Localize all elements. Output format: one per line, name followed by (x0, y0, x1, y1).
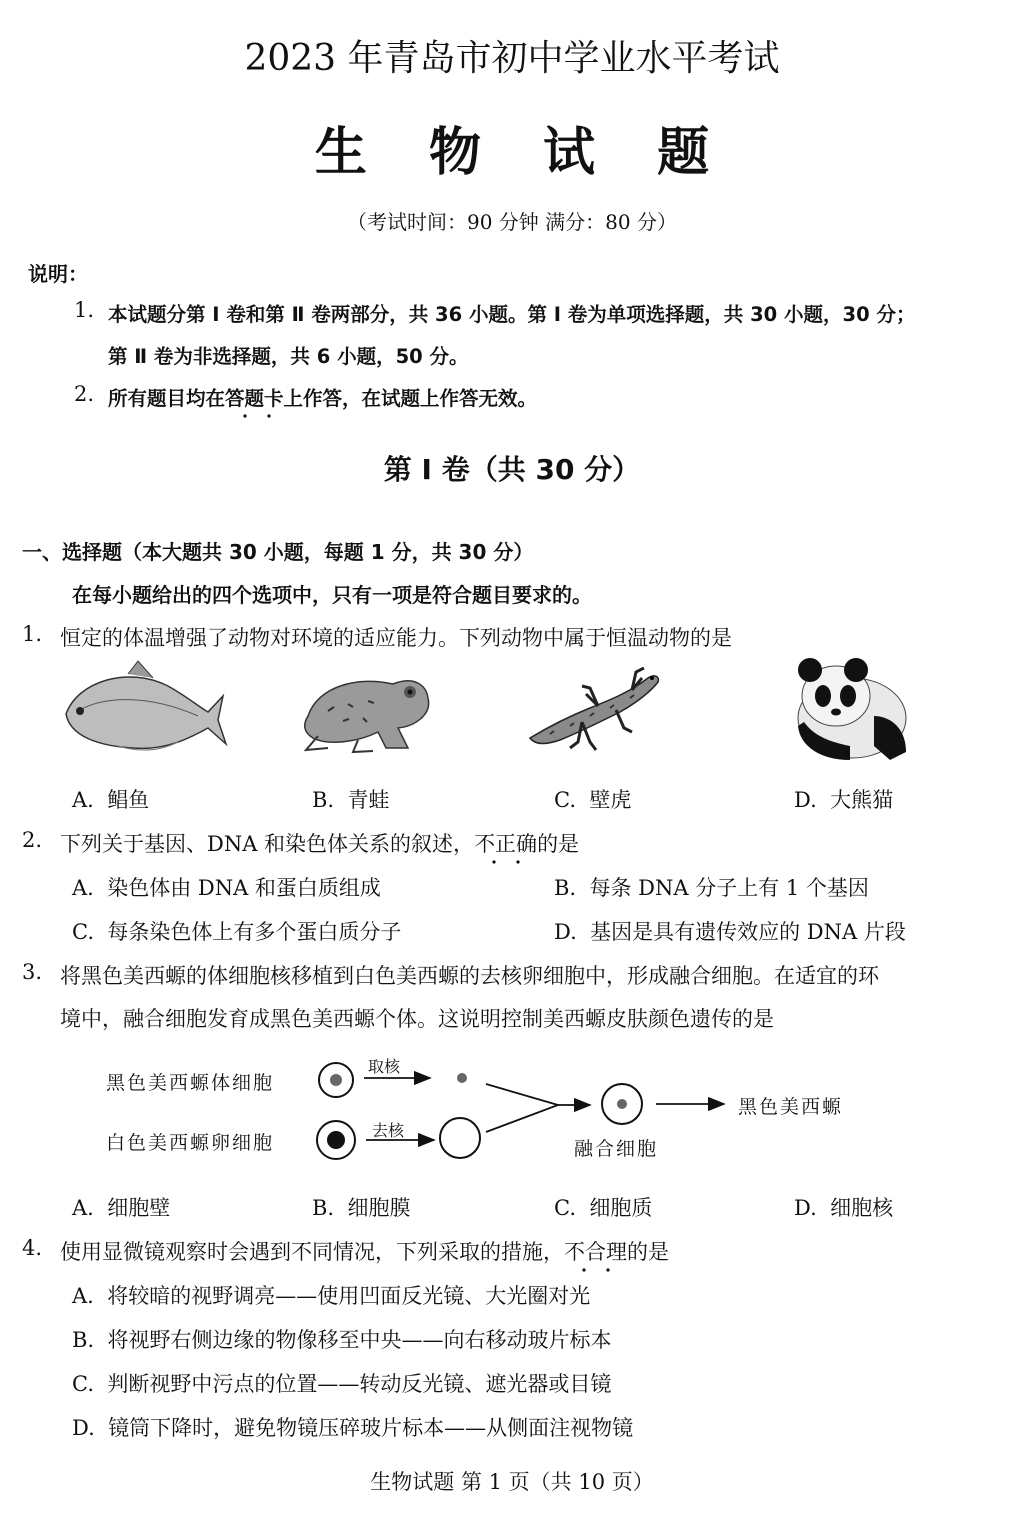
page-footer: 生物试题 第 1 页（共 10 页） (370, 1470, 654, 1494)
nuclear-transfer-diagram (300, 1050, 740, 1170)
option-letter: B. (554, 876, 577, 900)
question-1-option-d (794, 784, 893, 814)
pomfret-fish-image (58, 656, 228, 756)
question-2-option-d (554, 916, 906, 946)
option-letter: A. (72, 1196, 94, 1220)
extracted-nucleus (457, 1073, 467, 1083)
question-3-option-b (312, 1192, 410, 1222)
option-text: 青蛙 (347, 788, 390, 812)
option-letter: C. (554, 1196, 576, 1220)
option-text: 细胞壁 (107, 1196, 171, 1220)
option-letter: D. (794, 1196, 817, 1220)
option-letter: D. (554, 920, 577, 944)
option-letter: A. (72, 1284, 94, 1308)
instruction-2-number: 2. (74, 382, 95, 406)
question-4-stem (60, 1236, 669, 1266)
option-text: 大熊猫 (830, 788, 894, 812)
instruction-2-emphasis: 答题卡 (225, 387, 284, 410)
instruction-2 (108, 383, 537, 411)
label-black-body-cell: 黑色美西螈体细胞 (106, 1072, 275, 1094)
option-letter: B. (312, 788, 335, 812)
frog-image (298, 656, 438, 756)
option-letter: B. (312, 1196, 335, 1220)
option-letter: C. (72, 1372, 94, 1396)
gecko-image (520, 656, 670, 756)
question-4-option-c (72, 1368, 611, 1398)
question-3-stem-line-1: 将黑色美西螈的体细胞核移植到白色美西螈的去核卵细胞中，形成融合细胞。在适宜的环 (60, 964, 879, 988)
option-text: 将较暗的视野调亮——使用凹面反光镜、大光圈对光 (107, 1284, 591, 1308)
question-3-option-c (554, 1192, 652, 1222)
stem-pre: 使用显微镜观察时会遇到不同情况，下列采取的措施， (60, 1240, 564, 1264)
option-letter: C. (72, 920, 94, 944)
question-4-option-d (72, 1412, 633, 1442)
exam-title: 2023 年青岛市初中学业水平考试 (244, 38, 780, 79)
label-white-egg-cell: 白色美西螈卵细胞 (106, 1132, 275, 1154)
option-text: 每条 DNA 分子上有 1 个基因 (589, 876, 869, 900)
question-1-stem: 恒定的体温增强了动物对环境的适应能力。下列动物中属于恒温动物的是 (60, 626, 732, 650)
question-1-option-c (554, 784, 631, 814)
question-3-number: 3. (22, 960, 43, 984)
stem-post: 的是 (537, 832, 580, 856)
question-3-option-a (72, 1192, 170, 1222)
stem-pre: 下列关于基因、DNA 和染色体关系的叙述， (60, 832, 475, 856)
option-text: 鲳鱼 (107, 788, 150, 812)
instruction-1-line-1: 本试题分第 Ⅰ 卷和第 Ⅱ 卷两部分，共 36 小题。第 Ⅰ 卷为单项选择题，共 30 小题，30 分； (108, 303, 916, 326)
instruction-1-line-2: 第 Ⅱ 卷为非选择题，共 6 小题，50 分。 (108, 345, 469, 368)
instruction-2-pre: 所有题目均在 (108, 387, 226, 410)
exam-info: （考试时间：90 分钟 满分：80 分） (347, 210, 677, 234)
merge-lines (486, 1084, 558, 1132)
fused-cell-nucleus (617, 1099, 627, 1109)
option-letter: A. (72, 788, 94, 812)
option-text: 镜筒下降时，避免物镜压碎玻片标本——从侧面注视物镜 (108, 1416, 634, 1440)
question-1-option-a (72, 784, 149, 814)
option-letter: D. (72, 1416, 95, 1440)
option-letter: B. (72, 1328, 95, 1352)
question-4-option-b (72, 1324, 611, 1354)
section-note: 在每小题给出的四个选项中，只有一项是符合题目要求的。 (72, 583, 592, 607)
question-2-number: 2. (22, 828, 43, 852)
instruction-2-post: 上作答，在试题上作答无效。 (283, 387, 538, 410)
option-letter: A. (72, 876, 94, 900)
stem-emphasis: 不合理 (564, 1240, 627, 1264)
option-text: 判断视野中污点的位置——转动反光镜、遮光器或目镜 (107, 1372, 612, 1396)
label-black-axolotl: 黑色美西螈 (738, 1096, 844, 1118)
option-text: 将视野右侧边缘的物像移至中央——向右移动玻片标本 (107, 1328, 612, 1352)
question-2-stem (60, 828, 579, 858)
option-text: 基因是具有遗传效应的 DNA 片段 (590, 920, 906, 944)
instructions-label: 说明： (28, 262, 88, 286)
question-1-number: 1. (22, 622, 43, 646)
question-4-option-a (72, 1280, 590, 1310)
stem-post: 的是 (627, 1240, 669, 1264)
part-1-title: 第 Ⅰ 卷（共 30 分） (383, 453, 641, 486)
stem-emphasis: 不正确 (474, 832, 538, 856)
option-text: 染色体由 DNA 和蛋白质组成 (107, 876, 381, 900)
question-4-number: 4. (22, 1236, 43, 1260)
label-take-nucleus: 取核 (368, 1057, 401, 1076)
option-letter: C. (554, 788, 576, 812)
option-text: 细胞质 (589, 1196, 653, 1220)
egg-cell-nucleus (327, 1131, 345, 1149)
question-2-option-a (72, 872, 381, 902)
question-1-option-b (312, 784, 389, 814)
label-remove-nucleus: 去核 (372, 1121, 405, 1140)
enucleated-egg-cell (440, 1118, 480, 1158)
question-2-option-b (554, 872, 869, 902)
question-3-option-d (794, 1192, 893, 1222)
option-text: 每条染色体上有多个蛋白质分子 (107, 920, 402, 944)
section-heading: 一、选择题（本大题共 30 小题，每题 1 分，共 30 分） (22, 540, 534, 564)
subject-title: 生 物 试 题 (314, 122, 732, 183)
option-letter: D. (794, 788, 817, 812)
giant-panda-image (790, 656, 910, 762)
label-fused-cell: 融合细胞 (574, 1138, 659, 1160)
instruction-1-number: 1. (74, 298, 95, 322)
body-cell-nucleus (330, 1074, 342, 1086)
option-text: 细胞膜 (347, 1196, 411, 1220)
option-text: 细胞核 (830, 1196, 894, 1220)
option-text: 壁虎 (589, 788, 632, 812)
question-3-stem-line-2: 境中，融合细胞发育成黑色美西螈个体。这说明控制美西螈皮肤颜色遗传的是 (60, 1007, 774, 1031)
question-2-option-c (72, 916, 401, 946)
